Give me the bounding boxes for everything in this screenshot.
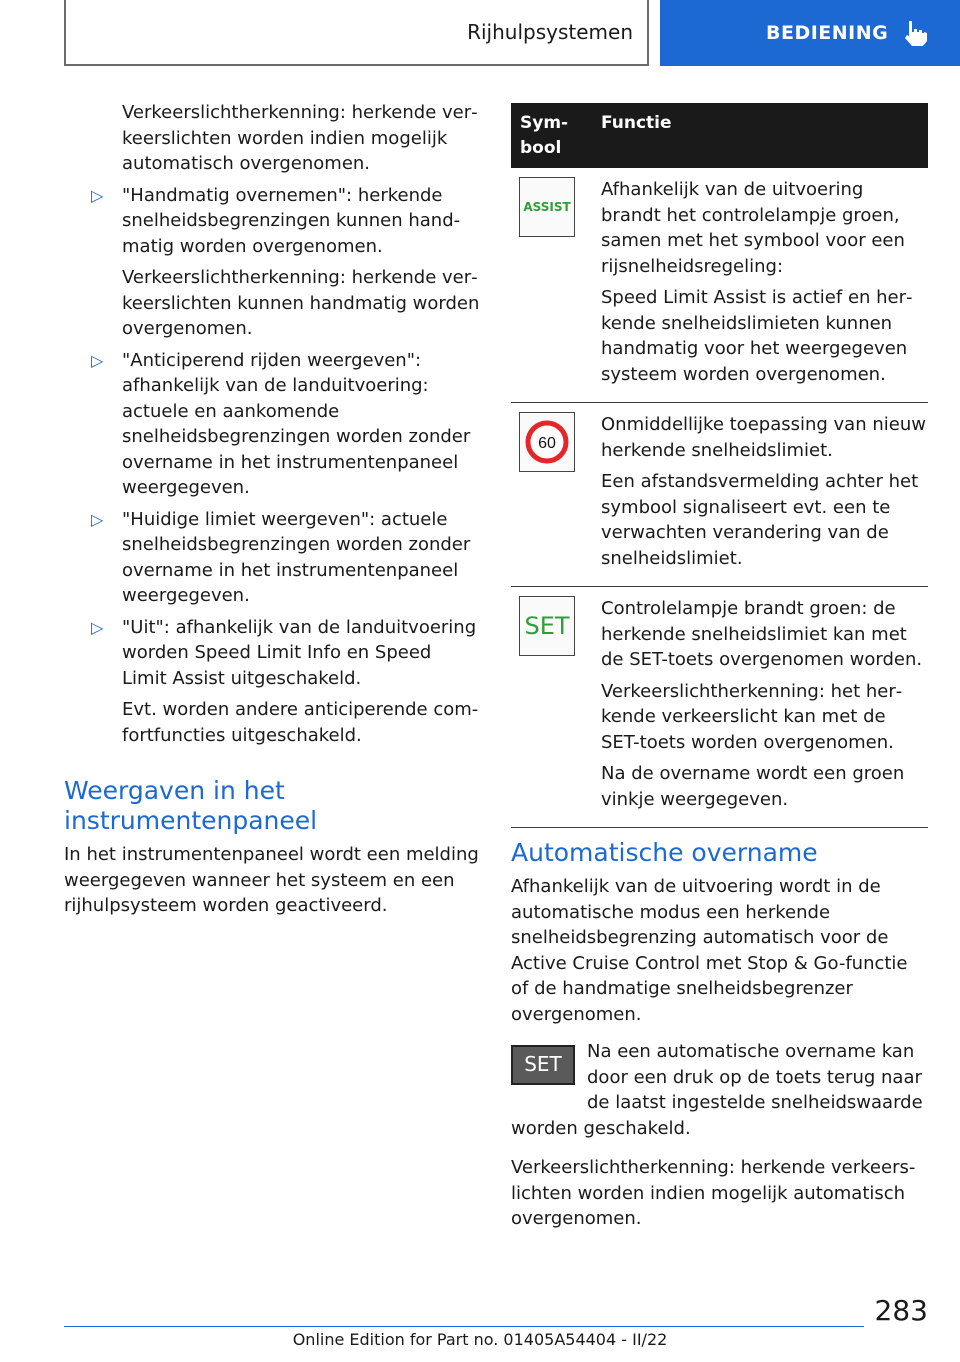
page-number: 283 (874, 1294, 928, 1327)
table-row (511, 168, 928, 403)
table-header-function: Functie (601, 113, 672, 133)
triangle-bullet-icon: ▷ (91, 617, 104, 637)
list-item-subtext: Evt. worden andere anticiperende comfortfuncties uitgeschakeld. (122, 699, 479, 746)
list-item-text: "Uit": afhankelijk van de landuitvoering worden Speed Limit Info en Speed Limit Assist uitgeschakeld. (122, 616, 477, 689)
left-column (64, 100, 480, 925)
triangle-bullet-icon: ▷ (91, 185, 104, 205)
table-row (511, 587, 928, 828)
header-chapter-tab[interactable] (660, 0, 960, 66)
assist-indicator-icon (519, 177, 575, 237)
set-button-label: SET (524, 1052, 562, 1077)
header-section-box (64, 0, 649, 66)
section-paragraph: Afhankelijk van de uitvoering wordt in de automatische modus een herkende snelheidsbegrenzing automatisch voor de Active Cruise Control met Stop & Go-functie of de handmatige snelheidsbegrenzer overgenomen. (511, 876, 908, 1025)
speed-limit-sign-graphic (525, 420, 569, 464)
set-button-icon (511, 1045, 575, 1085)
intro-paragraph: Verkeerslichtherkenning: herkende verkeerslichten worden indien mogelijk automatisch overgenomen. (122, 102, 478, 174)
table-cell-text: Verkeerslichtherkenning: het herkende verkeerslicht kan met de SET-toets worden overgenomen. (601, 680, 903, 753)
table-header-symbol: Symbool (520, 113, 569, 158)
footer-edition: Online Edition for Part no. 01405A54404 - II/22 (292, 1330, 668, 1349)
set-indicator-icon (519, 596, 575, 656)
table-row (511, 403, 928, 587)
section-paragraph: Verkeerslichtherkenning: herkende verkeerslichten worden indien mogelijk automatisch overgenomen. (511, 1157, 916, 1229)
list-item (64, 615, 480, 692)
table-cell-text: Afhankelijk van de uitvoering brandt het controlelampje groen, samen met het symbool voor een rijsnelheidsregeling: (601, 179, 905, 277)
header-section-title: Rijhulpsystemen (467, 20, 633, 44)
table-cell-text: Een afstandsvermelding achter het symbool signaliseert evt. een te verwachten verandering van de snelheidslimiet. (601, 471, 919, 569)
list-item-text: "Handmatig overnemen": herkende snelheidsbegrenzingen kunnen handmatig worden overgenomen. (122, 184, 461, 257)
list-item (64, 183, 480, 260)
section-heading: Automatische overname (511, 838, 818, 867)
section-paragraph: Na een automatische overname kan door een druk op de toets terug naar de laatst ingestelde snelheidswaarde worden geschakeld. (511, 1041, 923, 1139)
speed-limit-sign-icon (519, 412, 575, 472)
set-indicator-label: SET (524, 612, 570, 640)
footer-divider (64, 1326, 864, 1327)
list-item-subtext: Verkeerslichtherkenning: herkende verkeerslichten kunnen handmatig worden overgenomen. (122, 267, 480, 339)
table-cell-text: Controlelampje brandt groen: de herkende snelheidslimiet kan met de SET-toets overgenomen worden. (601, 598, 923, 670)
section-heading: Weergaven in het instrumentenpaneel (64, 776, 318, 835)
table-header (511, 103, 928, 168)
list-item (64, 507, 480, 609)
symbol-table (511, 103, 928, 828)
triangle-bullet-icon: ▷ (91, 509, 104, 529)
header-chapter-title: BEDIENING (766, 22, 889, 44)
hand-pointer-icon (902, 19, 928, 47)
section-paragraph: In het instrumentenpaneel wordt een melding weergegeven wanneer het systeem en een rijhulpsysteem worden geactiveerd. (64, 844, 479, 916)
triangle-bullet-icon: ▷ (91, 350, 104, 370)
table-cell-text: Speed Limit Assist is actief en herkende snelheidslimieten kunnen handmatig voor het weergegeven systeem worden overgenomen. (601, 287, 913, 385)
list-item-text: "Anticiperend rijden weergeven": afhankelijk van de landuitvoering: actuele en aankomende snelheidsbegrenzingen worden zonder overname in het instrumentenpaneel weergegeven. (122, 349, 471, 498)
list-item (64, 348, 480, 501)
table-cell-text: Onmiddellijke toepassing van nieuw herkende snelheidslimiet. (601, 414, 926, 461)
speed-limit-value: 60 (538, 435, 556, 452)
list-item-text: "Huidige limiet weergeven": actuele snelheidsbegrenzingen worden zonder overname in het instrumentenpaneel weergegeven. (122, 508, 471, 606)
right-column (511, 838, 928, 1238)
table-cell-text: Na de overname wordt een groen vinkje weergegeven. (601, 763, 905, 810)
assist-indicator-label: ASSIST (523, 200, 571, 214)
